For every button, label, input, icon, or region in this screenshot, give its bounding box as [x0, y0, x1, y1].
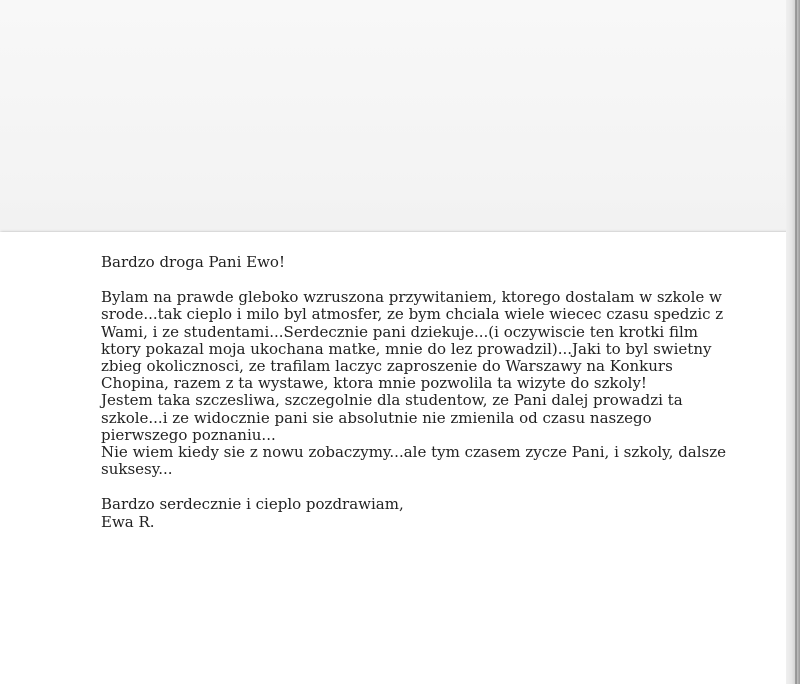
- body-line: pierwszego poznaniu...: [101, 425, 276, 444]
- blank-top-area: [0, 0, 800, 230]
- body-line: Nie wiem kiedy sie z nowu zobaczymy...ale tym czasem zycze Pani, i szkoly, dalsze: [101, 443, 727, 462]
- body-line: srode...tak cieplo i milo byl atmosfer, ze bym chciala wiele wiecec czasu spedzic z: [101, 305, 724, 324]
- body-line: Bylam na prawde gleboko wzruszona przywitaniem, ktorego dostalam w szkole w: [101, 288, 722, 307]
- closing-line: Bardzo serdecznie i cieplo pozdrawiam,: [101, 495, 404, 514]
- body-line: ktory pokazal moja ukochana matke, mnie do lez prowadzil)...Jaki to byl swietny: [101, 339, 712, 358]
- letter-text: [101, 254, 781, 531]
- signature-name: Ewa R.: [101, 512, 155, 531]
- body-line: Chopina, razem z ta wystawe, ktora mnie pozwolila ta wizyte do szkoly!: [101, 374, 647, 393]
- scan-edge-shadow: [786, 0, 800, 684]
- body-line: Jestem taka szczesliwa, szczegolnie dla studentow, ze Pani dalej prowadzi ta: [101, 391, 683, 410]
- body-line: zbieg okolicznosci, ze trafilam laczyc zaproszenie do Warszawy na Konkurs: [101, 357, 673, 376]
- body-line: szkole...i ze widocznie pani sie absolutnie nie zmienila od czasu naszego: [101, 408, 652, 427]
- letter-greeting: Bardzo droga Pani Ewo!: [101, 253, 285, 271]
- letter-body: [101, 289, 781, 478]
- letter-closing: [101, 496, 781, 530]
- body-line: Wami, i ze studentami...Serdecznie pani dziekuje...(i oczywiscie ten krotki film: [101, 322, 699, 341]
- body-line: suksesy...: [101, 460, 173, 479]
